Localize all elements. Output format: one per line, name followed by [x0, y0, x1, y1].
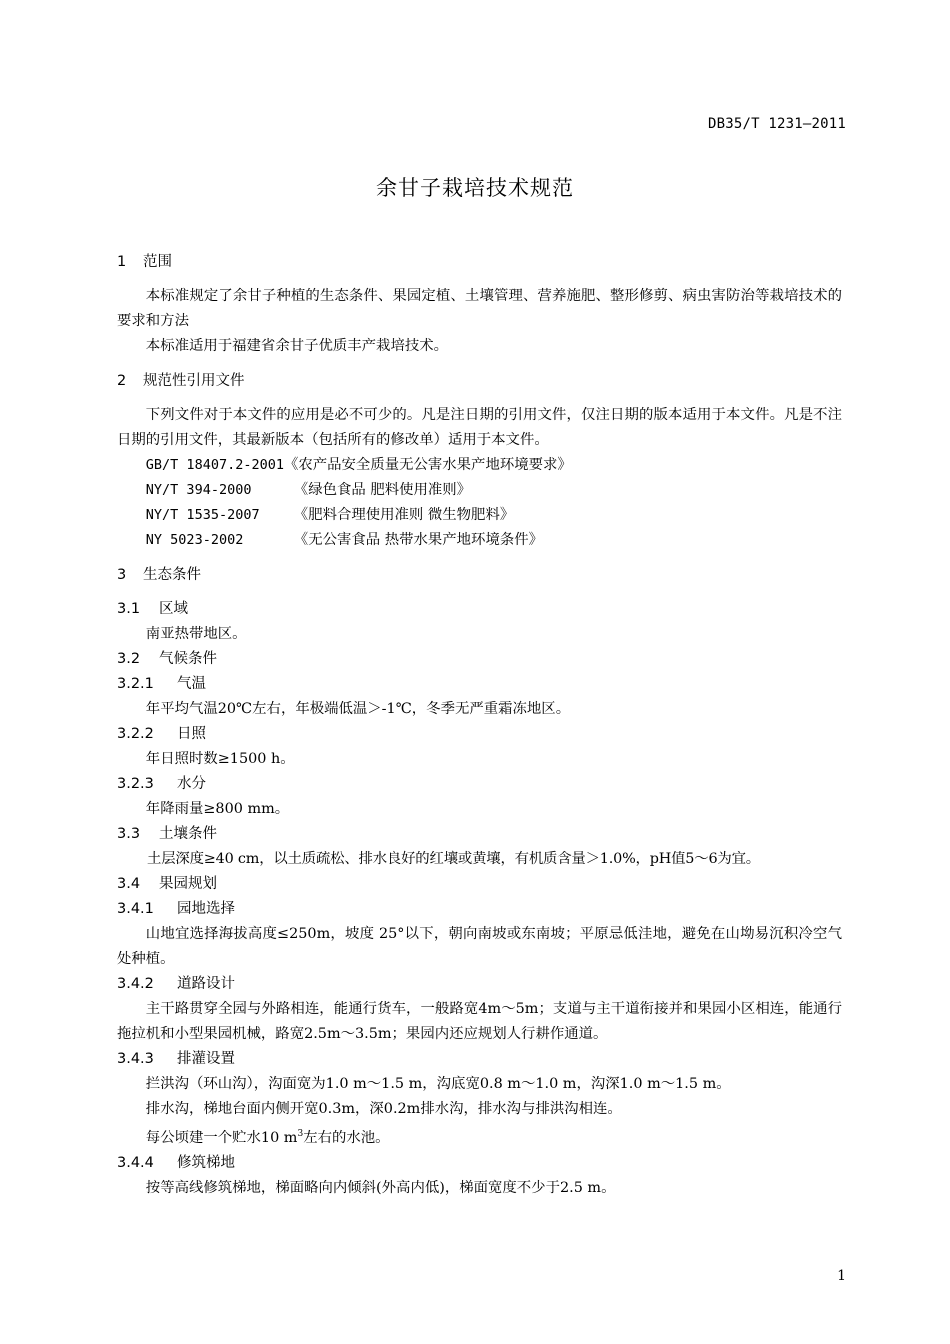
- subsubsection-number: 3.4.4: [117, 1154, 154, 1171]
- subsubsection-heading: [117, 672, 842, 697]
- paragraph: 排水沟，梯地台面内侧开宽0.3m，深0.2m排水沟，排水沟与排洪沟相连。: [145, 1101, 622, 1117]
- section-title: 规范性引用文件: [143, 373, 245, 389]
- subsubsection-title: 排灌设置: [177, 1051, 235, 1067]
- section-number: 3: [117, 567, 127, 583]
- subsubsection-number: 3.4.2: [117, 976, 154, 992]
- subsubsection-number: 3.4.1: [117, 901, 154, 917]
- subsection-number: 3.4: [117, 876, 141, 892]
- subsubsection-heading: [117, 1151, 842, 1176]
- subsection-title: 区域: [159, 601, 188, 617]
- section-heading-3: [117, 563, 842, 588]
- reference-code: NY/T 394-2000: [145, 482, 252, 498]
- paragraph: 山地宜选择海拔高度≤250m，坡度 25°以下，朝向南坡或东南坡；平原忌低洼地，避免在山坳易沉积冷空气处种植。: [117, 926, 842, 967]
- subsubsection-title: 水分: [177, 776, 206, 792]
- subsubsection-heading: [117, 722, 842, 747]
- subsection-number: 3.2: [117, 651, 141, 667]
- section-heading-2: [117, 369, 842, 394]
- superscript: 3: [297, 1129, 304, 1139]
- paragraph: 年平均气温20℃左右，年极端低温＞-1℃，冬季无严重霜冻地区。: [145, 701, 571, 717]
- section-heading-1: [117, 250, 842, 275]
- subsubsection-number: 3.2.3: [117, 776, 154, 792]
- subsubsection-heading: [117, 897, 842, 922]
- reference-code: NY 5023-2002: [145, 532, 244, 548]
- paragraph: 拦洪沟（环山沟），沟面宽为1.0 m～1.5 m，沟底宽0.8 m～1.0 m，沟深1.0 m～1.5 m。: [145, 1076, 731, 1092]
- text-segment: 左右的水池。: [303, 1129, 390, 1146]
- subsubsection-title: 修筑梯地: [177, 1154, 235, 1171]
- subsection-title: 气候条件: [159, 651, 217, 667]
- subsubsection-heading: [117, 772, 842, 797]
- paragraph: 下列文件对于本文件的应用是必不可少的。凡是注日期的引用文件，仅注日期的版本适用于本文件。凡是不注日期的引用文件，其最新版本（包括所有的修改单）适用于本文件。: [117, 407, 842, 448]
- subsubsection-heading: [117, 1047, 842, 1072]
- subsubsection-number: 3.4.3: [117, 1051, 154, 1067]
- reference-item: [117, 478, 842, 503]
- subsubsection-number: 3.2.1: [117, 676, 154, 692]
- section-number: 2: [117, 373, 127, 389]
- subsubsection-title: 道路设计: [177, 976, 235, 992]
- document-body: [117, 250, 842, 1201]
- paragraph: [117, 1122, 842, 1151]
- document-title: 余甘子栽培技术规范: [376, 176, 574, 200]
- reference-item: [117, 453, 842, 478]
- paragraph: 本标准适用于福建省余甘子优质丰产栽培技术。: [145, 338, 449, 354]
- subsubsection-heading: [117, 972, 842, 997]
- subsection-heading: [117, 597, 842, 622]
- paragraph: 土层深度≥40 cm，以土质疏松、排水良好的红壤或黄壤，有机质含量＞1.0%，pH值5～6为宜。: [147, 851, 760, 867]
- paragraph: 南亚热带地区。: [145, 626, 247, 642]
- reference-item: [117, 528, 842, 553]
- subsubsection-title: 日照: [177, 726, 206, 742]
- subsubsection-title: 气温: [177, 676, 206, 692]
- paragraph: 主干路贯穿全园与外路相连，能通行货车，一般路宽4m～5m；支道与主干道衔接并和果园小区相连，能通行拖拉机和小型果园机械，路宽2.5m～3.5m；果园内还应规划人行耕作通道。: [117, 1001, 842, 1042]
- reference-name: 《绿色食品 肥料使用准则》: [293, 482, 472, 498]
- reference-name: 《无公害食品 热带水果产地环境条件》: [293, 532, 544, 548]
- subsection-heading: [117, 647, 842, 672]
- text-segment: 每公顷建一个贮水10 m: [145, 1129, 298, 1146]
- document-id: DB35/T 1231—2011: [707, 116, 846, 132]
- section-title: 生态条件: [143, 567, 201, 583]
- subsection-number: 3.3: [117, 826, 141, 842]
- subsection-number: 3.1: [117, 601, 141, 617]
- subsection-heading: [117, 822, 842, 847]
- paragraph: 按等高线修筑梯地，梯面略向内倾斜(外高内低)，梯面宽度不少于2.5 m。: [145, 1179, 616, 1196]
- subsection-title: 土壤条件: [159, 826, 217, 842]
- subsection-heading: [117, 872, 842, 897]
- reference-code: NY/T 1535-2007: [145, 507, 260, 523]
- reference-name: 《肥料合理使用准则 微生物肥料》: [293, 507, 515, 523]
- section-title: 范围: [143, 254, 172, 270]
- paragraph: 年降雨量≥800 mm。: [145, 801, 290, 817]
- subsubsection-number: 3.2.2: [117, 726, 154, 742]
- reference-name: 《农产品安全质量无公害水果产地环境要求》: [283, 457, 572, 473]
- page-number: 1: [837, 1268, 846, 1284]
- section-number: 1: [117, 254, 127, 270]
- paragraph: 本标准规定了余甘子种植的生态条件、果园定植、土壤管理、营养施肥、整形修剪、病虫害防治等栽培技术的要求和方法: [117, 288, 842, 329]
- reference-item: [117, 503, 842, 528]
- reference-code: GB/T 18407.2-2001: [145, 457, 284, 473]
- subsubsection-title: 园地选择: [177, 901, 235, 917]
- subsection-title: 果园规划: [159, 876, 217, 892]
- paragraph: 年日照时数≥1500 h。: [145, 751, 295, 767]
